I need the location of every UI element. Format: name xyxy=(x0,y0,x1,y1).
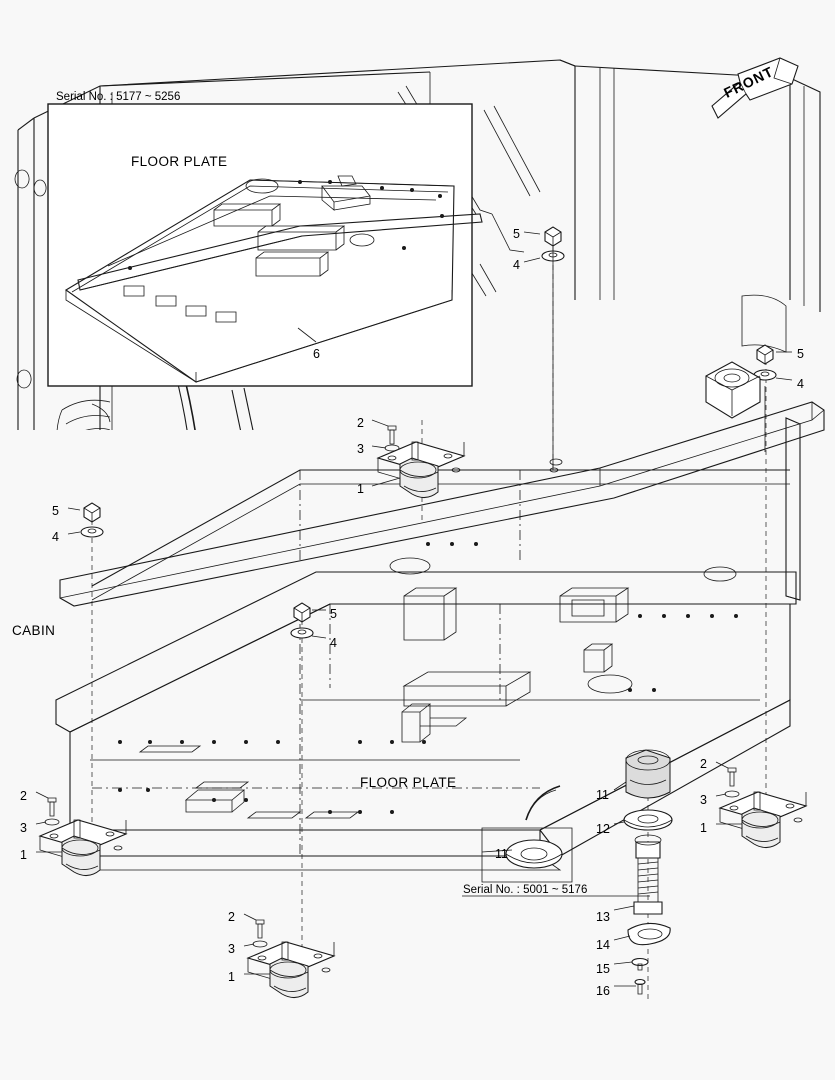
callout-5: 5 xyxy=(52,504,59,518)
callout-4: 4 xyxy=(330,636,337,650)
mount-assembly-d xyxy=(720,768,806,848)
part-4-washer-c xyxy=(81,527,103,537)
callout-5: 5 xyxy=(797,347,804,361)
callout-14: 14 xyxy=(596,938,610,952)
callout-4: 4 xyxy=(52,530,59,544)
part-4-washer-d xyxy=(291,628,313,638)
callout-1: 1 xyxy=(357,482,364,496)
callout-16: 16 xyxy=(596,984,610,998)
right-hex-boss xyxy=(706,362,760,418)
callout-3: 3 xyxy=(20,821,27,835)
part-5-nut-a xyxy=(545,227,561,246)
callout-13: 13 xyxy=(596,910,610,924)
part-5-nut-b xyxy=(757,345,773,364)
callout-15: 15 xyxy=(596,962,610,976)
mount-assembly-c xyxy=(248,920,334,998)
front-arrow-label: FRONT xyxy=(721,63,777,101)
callout-1: 1 xyxy=(228,970,235,984)
callout-1: 1 xyxy=(20,848,27,862)
callout-4: 4 xyxy=(797,377,804,391)
callout-5: 5 xyxy=(330,607,337,621)
callout-2: 2 xyxy=(20,789,27,803)
callout-4: 4 xyxy=(513,258,520,272)
callout-3: 3 xyxy=(357,442,364,456)
callout-12: 12 xyxy=(596,822,610,836)
mount-assembly-b xyxy=(40,798,126,876)
bushing-detail-ring xyxy=(482,786,572,882)
callout-6: 6 xyxy=(313,347,320,361)
callout-1: 1 xyxy=(700,821,707,835)
serial-label-bottom: Serial No. : 5001 ~ 5176 xyxy=(463,884,588,896)
cabin-label: CABIN xyxy=(12,623,56,638)
callout-11: 11 xyxy=(596,788,609,802)
callout-11: 11 xyxy=(495,847,508,861)
callout-2: 2 xyxy=(700,757,707,771)
callout-5: 5 xyxy=(513,227,520,241)
callout-2: 2 xyxy=(357,416,364,430)
callout-3: 3 xyxy=(700,793,707,807)
serial-label-top: Serial No. : 5177 ~ 5256 xyxy=(56,91,181,103)
main-floor-plate-label: FLOOR PLATE xyxy=(360,775,457,790)
inset-floor-plate xyxy=(48,104,482,386)
callout-3: 3 xyxy=(228,942,235,956)
callout-2: 2 xyxy=(228,910,235,924)
inset-floor-plate-label: FLOOR PLATE xyxy=(131,154,228,169)
